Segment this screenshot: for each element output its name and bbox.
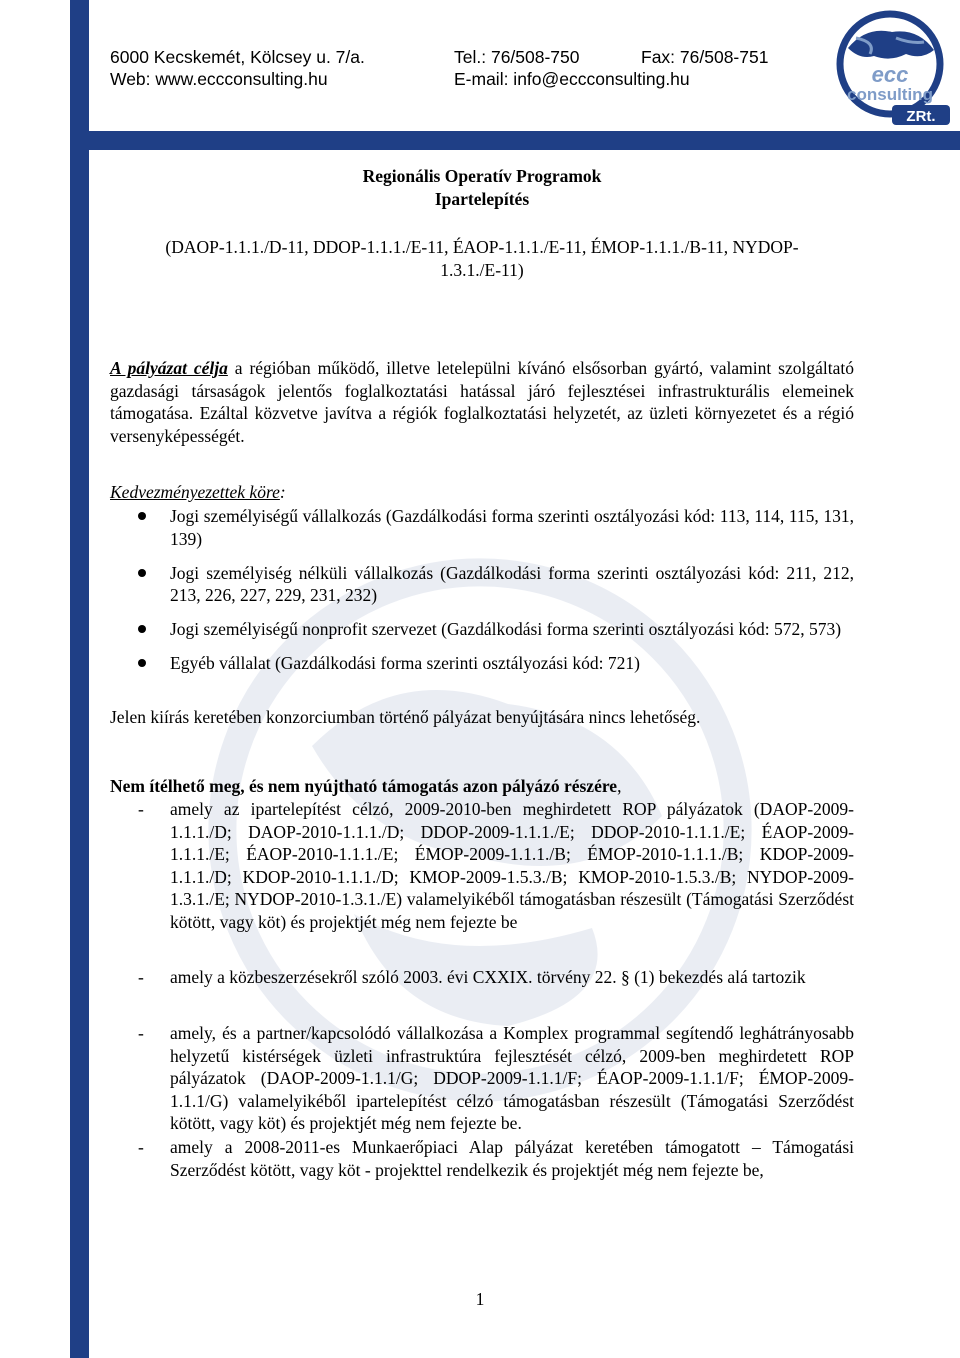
excluded-heading-text: Nem ítélhető meg, és nem nyújtható támogatás azon pályázó részére	[110, 776, 618, 796]
list-item-text: Egyéb vállalat (Gazdálkodási forma szerinti osztályozási kód: 721)	[170, 653, 640, 674]
fax: Fax: 76/508-751	[641, 47, 769, 67]
list-item	[110, 505, 854, 550]
dash-marker: -	[138, 967, 144, 987]
bullet-icon	[138, 512, 146, 520]
program-codes-line2: 1.3.1./E-11)	[440, 260, 524, 280]
svg-text:ecc: ecc	[871, 62, 909, 87]
bullet-icon	[138, 659, 146, 667]
list-item	[110, 652, 854, 675]
excluded-item	[110, 1022, 854, 1135]
goal-paragraph	[110, 357, 854, 447]
program-codes	[110, 236, 854, 282]
excluded-item-text: amely az ipartelepítést célzó, 2009-2010-ben meghirdetett ROP pályázatok (DAOP-2009-1.1.1./D; DAOP-2010-1.1.1./D; DDOP-2009-1.1.1./E; DDOP-2010-1.1.1./E; ÉAOP-2009-1.1.1./E; ÉAOP-2010-1.1.1./E; ÉMOP-2009-1.1.1./B; ÉMOP-2010-1.1.1./B; KDOP-2009-1.1.1./D; KDOP-2010-1.1.1./D; KMOP-2009-1.5.3./B; KMOP-2010-1.5.3./B; NYDOP-2009-1.3.1./E; NYDOP-2010-1.3.1./E) valamelyikéből támogatásban részesült (Támogatási Szerződést kötött, vagy köt) és projektjét még nem fejezte be	[170, 799, 854, 932]
list-item-text: Jogi személyiségű vállalkozás (Gazdálkodási forma szerinti osztályozási kód: 113, 114, 115, 131, 139)	[170, 506, 854, 549]
dash-marker: -	[138, 799, 144, 819]
excluded-item-text: amely a 2008-2011-es Munkaerőpiaci Alap pályázat keretében támogatott – Támogatási Szerződést kötött, vagy köt - projekttel rendelkezik és projektjét még nem fejezte be,	[170, 1137, 854, 1180]
dash-marker: -	[138, 1137, 144, 1157]
excluded-item	[110, 966, 854, 989]
phone: Tel.: 76/508-750	[454, 47, 580, 67]
bullet-icon	[138, 625, 146, 633]
svg-text:ZRt.: ZRt.	[906, 108, 936, 125]
page-number: 1	[475, 1289, 485, 1309]
consortium-note: Jelen kiírás keretében konzorciumban történő pályázat benyújtására nincs lehetőség.	[110, 707, 701, 727]
list-item	[110, 562, 854, 607]
left-blue-bar	[70, 0, 89, 1358]
excluded-item	[110, 1136, 854, 1181]
excluded-item	[110, 798, 854, 934]
email: E-mail: info@eccconsulting.hu	[454, 69, 690, 89]
excluded-heading	[110, 775, 854, 798]
header-blue-bar	[70, 131, 960, 150]
website: Web: www.eccconsulting.hu	[110, 69, 328, 89]
excluded-item-text: amely a közbeszerzésekről szóló 2003. évi CXXIX. törvény 22. § (1) bekezdés alá tartozik	[170, 967, 806, 987]
list-item	[110, 618, 854, 641]
letterhead-contact	[110, 46, 790, 90]
document-subtitle: Ipartelepítés	[434, 189, 530, 209]
document-title: Regionális Operatív Programok	[362, 166, 602, 186]
address: 6000 Kecskemét, Kölcsey u. 7/a.	[110, 47, 365, 67]
program-codes-line1: (DAOP-1.1.1./D-11, DDOP-1.1.1./E-11, ÉAOP-1.1.1./E-11, ÉMOP-1.1.1./B-11, NYDOP-	[165, 237, 799, 257]
list-item-text: Jogi személyiség nélküli vállalkozás (Gazdálkodási forma szerinti osztályozási kód: 211, 212, 213, 226, 227, 229, 231, 232)	[170, 562, 854, 606]
bullet-icon	[138, 569, 146, 577]
goal-lead: A pályázat célja	[110, 358, 228, 378]
ecc-consulting-logo	[826, 8, 954, 128]
beneficiaries-list	[110, 505, 854, 687]
goal-text: a régióban működő, illetve letelepülni kívánó elsősorban gyártó, valamint szolgáltató gazdasági társaságok jelentős foglalkoztatási hatással járó fejlesztései infrastrukturális elemeinek támogatása. Ezáltal közvetve javítva a régiók foglalkoztatási helyzetét, az üzleti környezetet és a régió versenyképességét.	[110, 358, 854, 446]
beneficiaries-heading	[110, 481, 854, 504]
dash-marker: -	[138, 1023, 144, 1043]
excluded-item-text: amely, és a partner/kapcsolódó vállalkozása a Komplex programmal segítendő leghátrányosabb helyzetű kistérségek üzleti infrastruktúra fejlesztését célzó, 2009-ben meghirdetett ROP pályázatok (DAOP-2009-1.1.1/G; DDOP-2009-1.1.1/F; ÉAOP-2009-1.1.1/F; ÉMOP-2009-1.1.1/G) valamelyikéből ipartelepítést célzó támogatásban részesült (Támogatási Szerződést kötött, vagy köt) és projektjét még nem fejezte be.	[170, 1023, 854, 1134]
svg-text:consulting: consulting	[847, 85, 933, 104]
beneficiaries-heading-colon: :	[279, 482, 286, 502]
beneficiaries-heading-text: Kedvezményezettek köre	[110, 482, 280, 502]
excluded-heading-comma: ,	[617, 776, 622, 796]
list-item-text: Jogi személyiségű nonprofit szervezet (Gazdálkodási forma szerinti osztályozási kód: 572, 573)	[170, 619, 842, 640]
